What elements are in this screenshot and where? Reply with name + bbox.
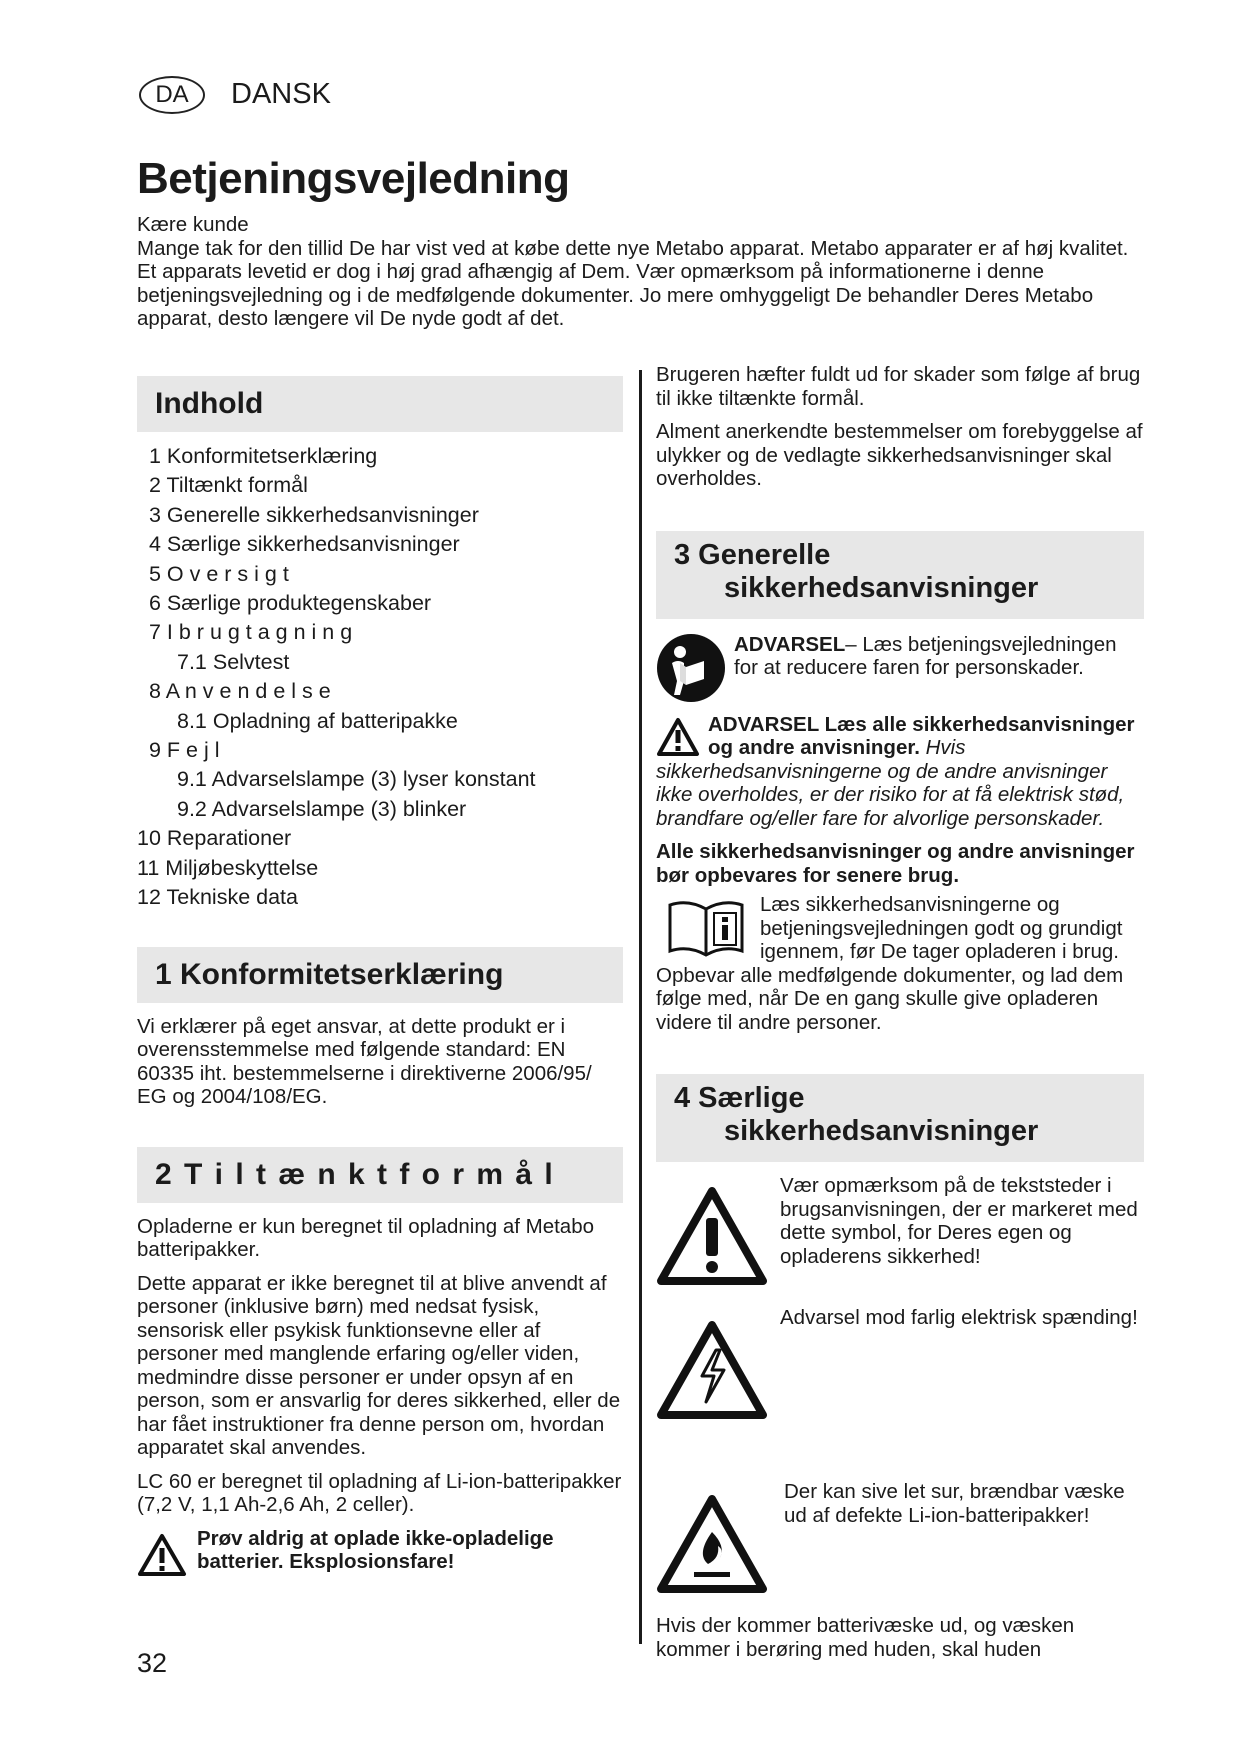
intro-greeting: Kære kunde [137, 213, 249, 236]
keep-instructions: Alle sikkerhedsanvisninger og andre anvisninger bør opbevares for senere brug. [656, 840, 1135, 887]
general-warning-italic: Hvis sikkerhedsanvisningerne og de andre anvisninger ikke overholdes, er der risiko for at få elektrisk stød, brandfare og/eller fare for alvorlige personskader. [656, 736, 1125, 830]
intro-text: Mange tak for den tillid De har vist ved at købe dette nye Metabo apparat. Metabo apparater er af høj kvalitet. Et apparats levetid er dog i høj grad afhængig af Dem. Vær opmærksom på informationerne i denne betjeningsvejledning og i de medfølgende dokumenter. Jo mere omhyggeligt De behandler Deres Metabo apparat, desto længere vil De nyde godt af det. [137, 236, 1129, 330]
toc-item[interactable]: 3 Generelle sikkerhedsanvisninger [149, 502, 479, 527]
general-warning [656, 713, 1144, 831]
warning-text: – Læs betjeningsvejledningen for at reducere faren for personskader. [734, 632, 1117, 679]
section1-text: Vi erklærer på eget ansvar, at dette produkt er i overensstemmelse med følgende standard: EN 60335 iht. bestemmelserne i direktiverne 2006/95/ EG og 2004/108/EG. [137, 1014, 592, 1108]
toc-item[interactable]: 4 Særlige sikkerhedsanvisninger [149, 532, 460, 557]
read-instructions [656, 893, 1144, 1034]
table-of-contents [137, 442, 623, 913]
section2-p3: LC 60 er beregnet til opladning af Li-ion-batteripakker (7,2 V, 1,1 Ah-2,6 Ah, 2 celler). [137, 1469, 622, 1516]
toc-item[interactable]: 12 Tekniske data [137, 885, 298, 910]
warning-triangle-icon [656, 717, 700, 757]
section4-heading [656, 1074, 1144, 1162]
section3-heading [656, 531, 1144, 619]
toc-item[interactable]: 11 Miljøbeskyttelse [137, 855, 319, 880]
electric-shock-icon [656, 1306, 776, 1420]
right-p1: Brugeren hæfter fuldt ud for skader som følge af brug til ikke tiltænkte formål. [656, 363, 1141, 410]
language-name: DANSK [231, 78, 331, 110]
flammable-icon [656, 1480, 776, 1594]
toc-subitem[interactable]: 9.1 Advarselslampe (3) lyser konstant [177, 767, 536, 792]
read-manual-text [734, 633, 1144, 680]
symbol-general [656, 1174, 1144, 1286]
toc-heading: Indhold [137, 376, 623, 432]
section3-heading-line2: sikkerhedsanvisninger [724, 571, 1039, 604]
battery-fluid-text: Hvis der kommer batterivæske ud, og væsken kommer i berøring med huden, skal huden [656, 1614, 1075, 1661]
section3-heading-line1: 3 Generelle [674, 538, 831, 571]
read-manual-icon [656, 633, 726, 703]
page-title: Betjeningsvejledning [137, 154, 570, 203]
symbol-flammable-text: Der kan sive let sur, brændbar væske ud af defekte Li-ion-batteripakker! [784, 1480, 1125, 1527]
exclamation-triangle-icon [656, 1174, 776, 1286]
section2-p2: Dette apparat er ikke beregnet til at blive anvendt af personer (inklusive børn) med nedsat fysisk, sensorisk eller psykisk funktionsevne eller af personer med manglende erfaring og/eller viden, medmindre disse personer er under opsyn af en person, som er ansvarlig for deres sikkerhed, eller de har fået instruktioner fra denne person om, hvordan apparatet skal anvendes. [137, 1271, 621, 1459]
toc-item[interactable]: 9 F e j l [149, 738, 220, 763]
toc-item[interactable]: 5 O v e r s i g t [149, 561, 289, 586]
symbol-electric [656, 1306, 1144, 1420]
section4-heading-line2: sikkerhedsanvisninger [724, 1115, 1039, 1147]
toc-subitem[interactable]: 7.1 Selvtest [177, 649, 290, 674]
toc-item[interactable]: 1 Konformitetserklæring [149, 444, 378, 468]
toc-item[interactable]: 7 I b r u g t a g n i n g [149, 620, 353, 645]
right-column [656, 363, 1144, 1661]
toc-item[interactable]: 6 Særlige produktegenskaber [149, 591, 432, 616]
warning-triangle-icon [137, 1533, 187, 1577]
warning-label: ADVARSEL [734, 632, 846, 656]
toc-item[interactable]: 2 Tiltænkt formål [149, 473, 308, 498]
explosion-warning-text: Prøv aldrig at oplade ikke-opladelige batterier. Eksplosionsfare! [197, 1526, 554, 1573]
symbol-flammable [656, 1480, 1144, 1594]
column-divider [639, 370, 642, 1644]
section2-heading: 2 T i l t æ n k t f o r m å l [137, 1147, 623, 1203]
toc-item[interactable]: 8 A n v e n d e l s e [149, 679, 331, 704]
intro [137, 213, 1147, 331]
explosion-warning [137, 1527, 623, 1577]
toc-subitem[interactable]: 8.1 Opladning af batteripakke [177, 708, 458, 733]
read-manual-warning [656, 633, 1144, 703]
section2-p1: Opladerne er kun beregnet til opladning af Metabo batteripakker. [137, 1214, 595, 1261]
read-instructions-text: Læs sikkerhedsanvisningerne og betjeningsvejledningen godt og grundigt igennem, før De tager opladeren i brug. Opbevar alle medfølgende dokumenter, og lad dem følge med, når De en gang skulle give opladeren videre til andre personer. [656, 893, 1124, 1034]
left-column [137, 376, 623, 1577]
section1-heading: 1 Konformitetserklæring [137, 947, 623, 1003]
toc-subitem[interactable]: 9.2 Advarselslampe (3) blinker [177, 796, 467, 821]
toc-item[interactable]: 10 Reparationer [137, 826, 292, 851]
section4-heading-line1: 4 Særlige [674, 1082, 805, 1114]
language-badge: DA [139, 76, 205, 114]
general-warning-bold: ADVARSEL Læs alle sikkerhedsanvisninger og andre anvisninger. [708, 712, 1135, 759]
right-p2: Alment anerkendte bestemmelser om forebyggelse af ulykker og de vedlagte sikkerhedsanvisninger skal overholdes. [656, 420, 1143, 490]
info-book-icon [666, 899, 746, 957]
symbol-electric-text: Advarsel mod farlig elektrisk spænding! [780, 1306, 1138, 1329]
symbol-general-text: Vær opmærksom på de tekststeder i brugsanvisningen, der er markeret med dette symbol, for Deres egen og opladerens sikkerhed! [780, 1174, 1138, 1268]
page-number: 32 [137, 1648, 168, 1678]
